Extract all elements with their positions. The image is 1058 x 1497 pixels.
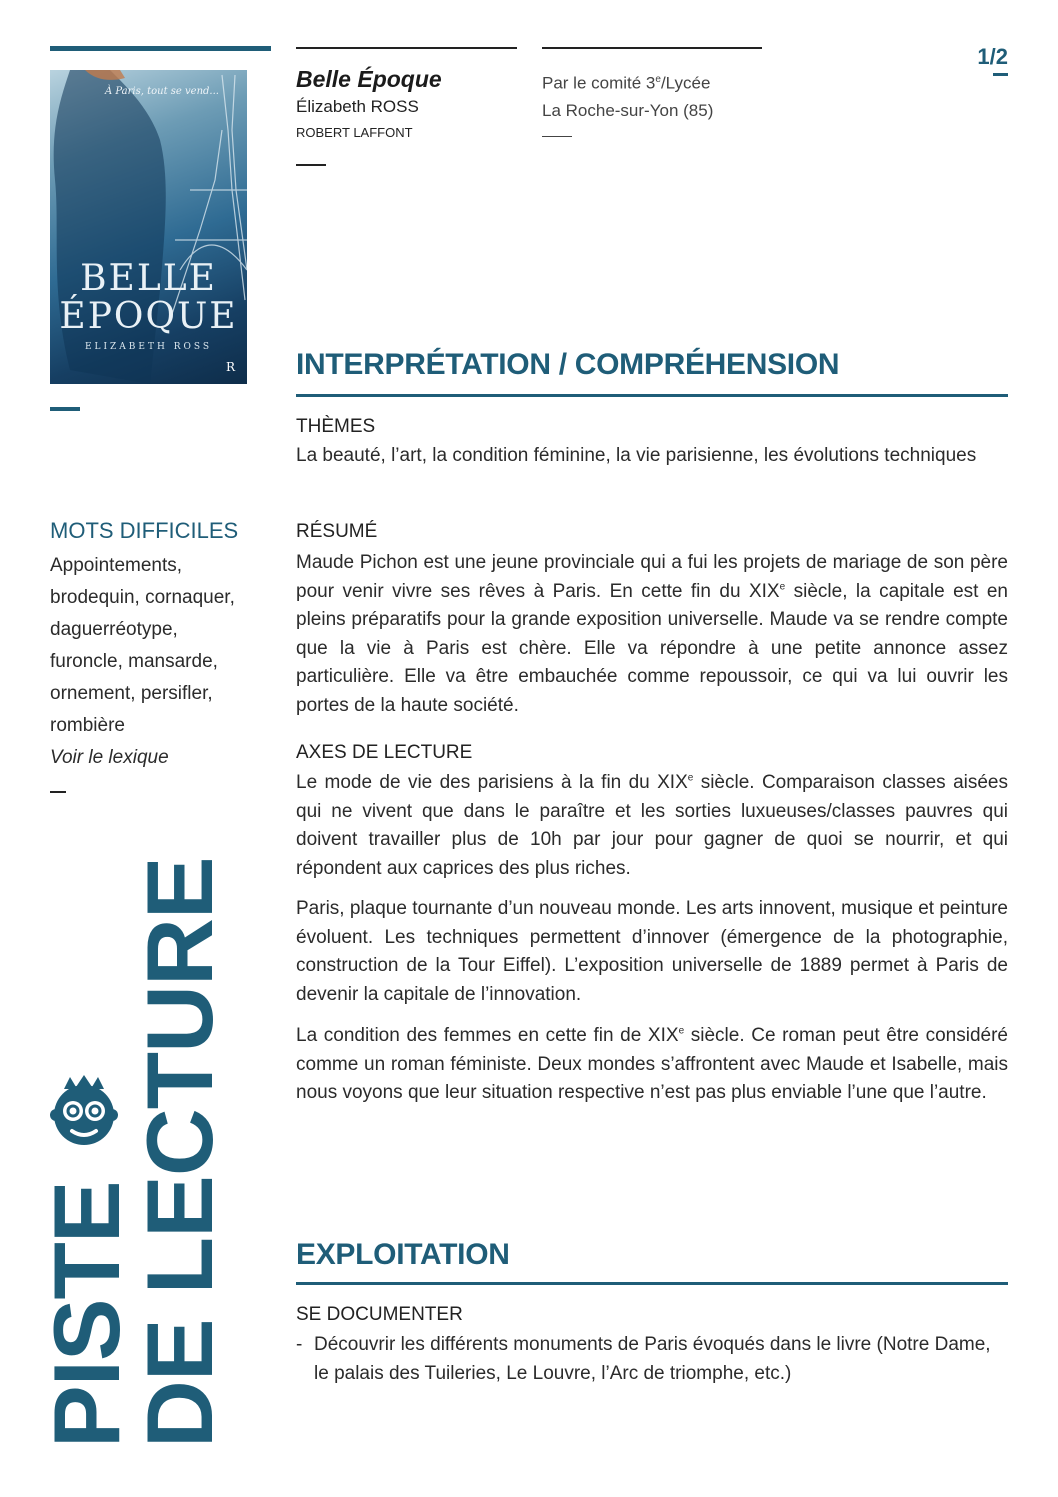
mots-dash: [50, 791, 66, 793]
book-title: Belle Époque: [296, 66, 442, 92]
documenter-label: SE DOCUMENTER: [296, 1304, 463, 1325]
top-rule-right: [542, 47, 762, 49]
axes-paragraph-1: Le mode de vie des parisiens à la fin du XIXe siècle. Comparaison classes aisées qui ne vivent que dans le paraître et les sorties luxueuses/classes pauvres qui doivent travailler plus de 10h par jour pour gagner de quoi se nourrir, et qui répondent aux caprices des plus riches.: [296, 772, 1008, 879]
mots-difficiles-title: MOTS DIFFICILES: [50, 518, 239, 543]
cover-underline-dash: [50, 407, 80, 411]
resume-text: Maude Pichon est une jeune provinciale qui a fui les projets de mariage de son père pour venir vivre ses rêves à Paris. En cette fin du XIXe siècle, la capitale est en pleins préparatifs pour la grande exposition universelle. Maude va se rendre compte que la vie à Paris est chère. Elle va répondre à une petite annonce assez particulière. Elle va être embauchée comme repoussoir, ce qui va lui ouvrir les portes de la haute société.: [296, 552, 1008, 716]
lexique-link[interactable]: Voir le lexique: [50, 747, 169, 768]
committee-dash: [542, 136, 572, 137]
mots-difficiles-list: [50, 550, 270, 742]
page-number: 1/2: [977, 44, 1008, 69]
vertical-title-piste: PISTE: [34, 1181, 139, 1448]
bullet-text: Découvrir les différents monuments de Paris évoqués dans le livre (Notre Dame, le palais des Tuileries, Le Louvre, l’Arc de triomphe, etc.): [314, 1334, 991, 1384]
axes-label: AXES DE LECTURE: [296, 742, 473, 763]
mots-line: daguerréotype,: [50, 619, 178, 640]
mascot-owl-icon: [50, 1075, 118, 1147]
bullet-dash: -: [296, 1334, 303, 1355]
mots-line: ornement, persifler,: [50, 683, 213, 704]
mots-line: rombière: [50, 715, 125, 736]
committee-line1: Par le comité 3e/Lycée: [542, 73, 711, 93]
cover-author: ELIZABETH ROSS: [84, 342, 213, 352]
themes-label: THÈMES: [296, 416, 376, 437]
cover-tagline: À Paris, tout se vend...: [105, 86, 219, 97]
book-author: Élizabeth ROSS: [296, 97, 419, 116]
cover-title-line2: ÉPOQUE: [59, 296, 238, 337]
book-publisher: ROBERT LAFFONT: [296, 125, 413, 140]
cover-title-line1: BELLE: [80, 258, 217, 299]
section-rule-interpretation: [296, 394, 1008, 397]
mots-line: brodequin, cornaquer,: [50, 587, 235, 608]
page-number-dash: [993, 73, 1008, 76]
mots-line: Appointements,: [50, 555, 183, 576]
cover-publisher-mark: R: [225, 360, 235, 374]
section-title-interpretation: INTERPRÉTATION / COMPRÉHENSION: [296, 348, 840, 381]
book-meta-dash: [296, 164, 326, 166]
vertical-title-de-lecture: DE LECTURE: [127, 857, 232, 1448]
section-rule-exploitation: [296, 1282, 1008, 1285]
top-rule-left: [50, 46, 271, 51]
top-rule-middle: [296, 47, 517, 49]
committee-line2: La Roche-sur-Yon (85): [542, 100, 714, 120]
documenter-bullet: [296, 1331, 1008, 1388]
mots-line: furoncle, mansarde,: [50, 651, 218, 672]
axes-paragraph-3: La condition des femmes en cette fin de XIXe siècle. Ce roman peut être considéré comme un roman féministe. Deux mondes s’affrontent avec Maude et Isabelle, mais nous voyons que leur situation respective n’est pas plus enviable l’une que l’autre.: [296, 1025, 1008, 1103]
section-title-exploitation: EXPLOITATION: [296, 1238, 510, 1271]
axes-paragraph-2: Paris, plaque tournante d’un nouveau monde. Les arts innovent, musique et peinture évoluent. Les techniques permettent d’innover (émergence de la photographie, construction de la Tour Eiffel). L’exposition universelle de 1889 permet à Paris de devenir la capitale de l’innovation.: [296, 898, 1008, 1005]
committee-info: [542, 66, 713, 124]
book-cover-image: [50, 70, 247, 384]
themes-text: La beauté, l’art, la condition féminine, la vie parisienne, les évolutions techniques: [296, 445, 977, 466]
resume-label: RÉSUMÉ: [296, 521, 378, 542]
